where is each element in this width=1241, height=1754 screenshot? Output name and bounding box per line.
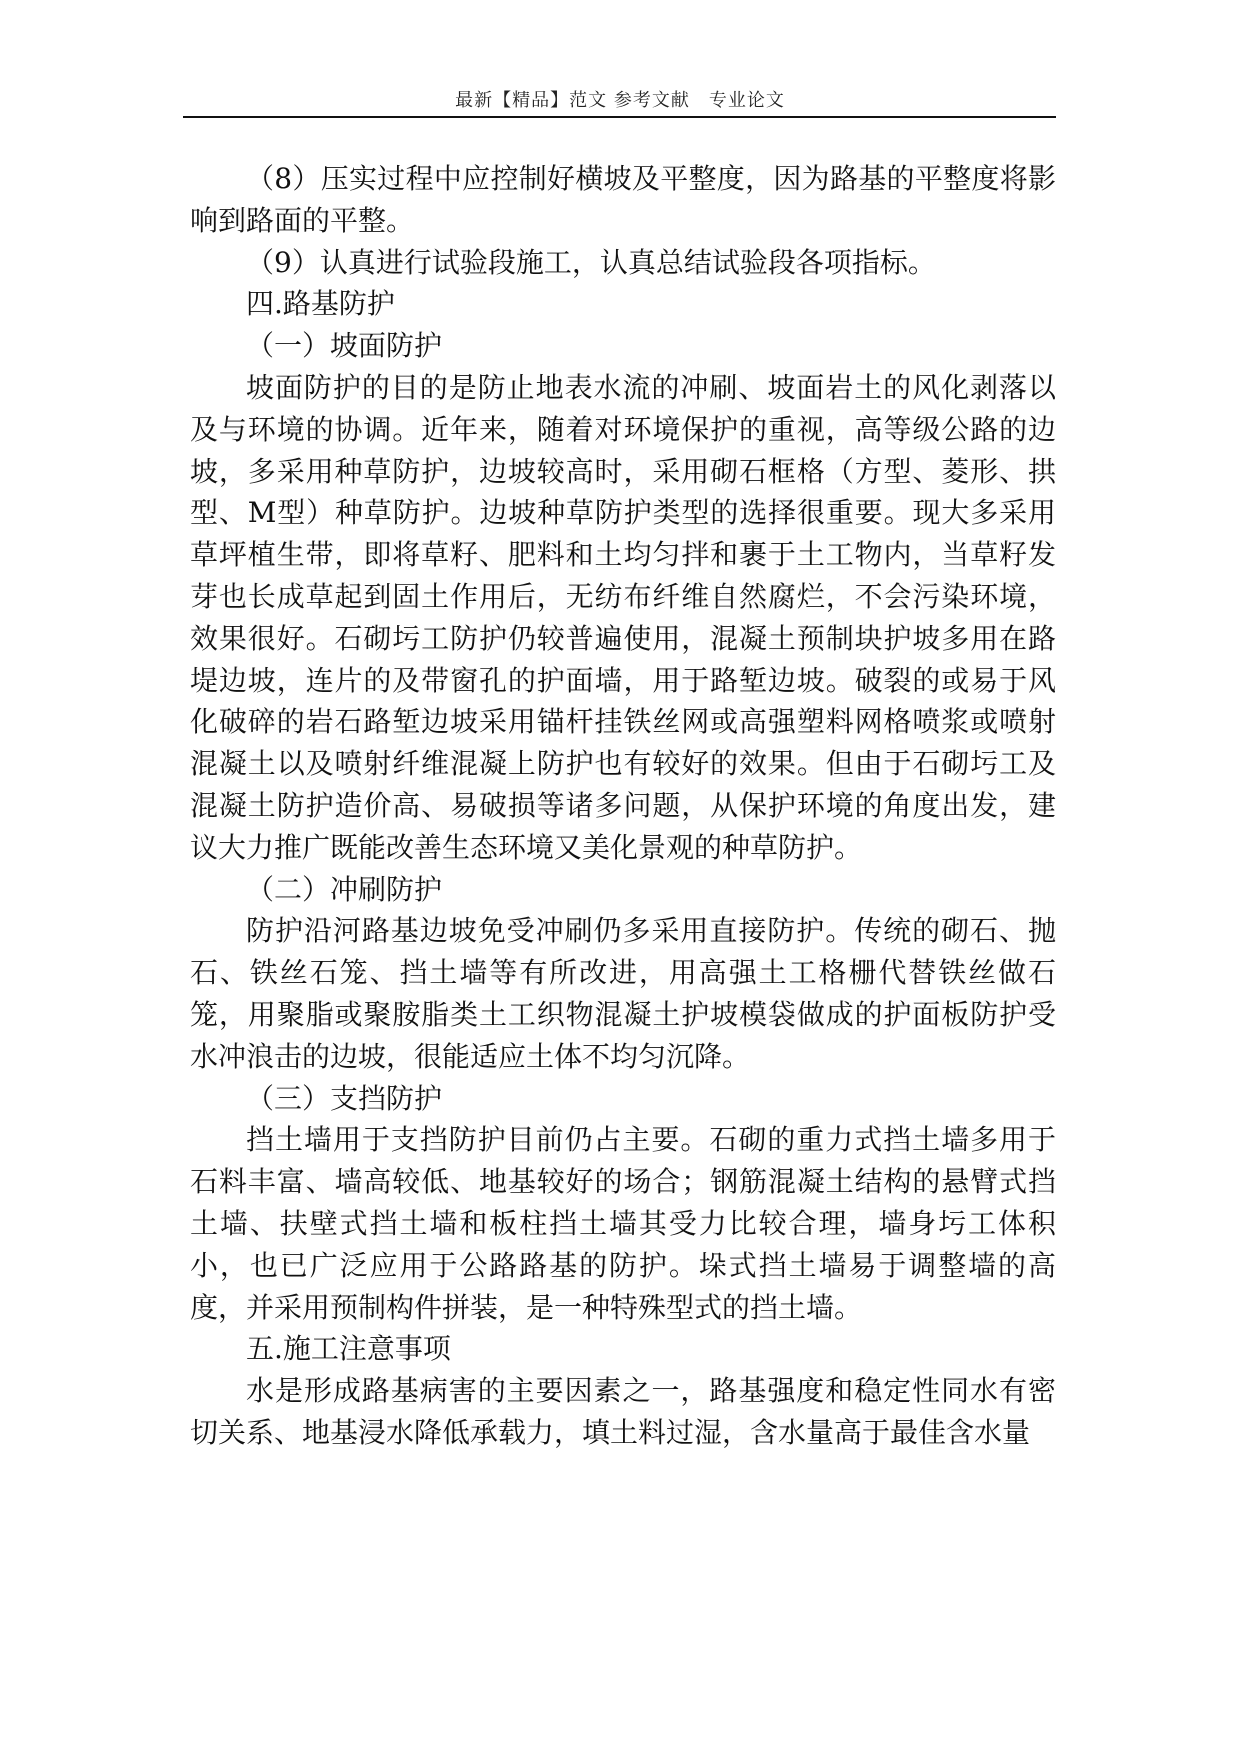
page-header: 最新【精品】范文 参考文献 专业论文 [455,90,785,111]
paragraph-scour-protection: 防护沿河路基边坡免受冲刷仍多采用直接防护。传统的砌石、抛石、铁丝石笼、挡土墙等有所改进，用高强土工格栅代替铁丝做石笼，用聚脂或聚胺脂类土工织物混凝土护坡模袋做成的护面板防护受水冲浪击的边坡，很能适应土体不均匀沉降。 [190,914,1056,1073]
subheading-scour-protection: （二）冲刷防护 [246,872,443,906]
paragraph-water-factor: 水是形成路基病害的主要因素之一，路基强度和稳定性同水有密切关系、地基浸水降低承载力，填土料过湿，含水量高于最佳含水量 [190,1374,1056,1449]
section-heading-construction-notes: 五.施工注意事项 [246,1332,451,1366]
paragraph-test-section: （9）认真进行试验段施工，认真总结试验段各项指标。 [246,245,936,279]
subheading-retaining-protection: （三）支挡防护 [246,1081,443,1115]
paragraph-retaining-protection: 挡土墙用于支挡防护目前仍占主要。石砌的重力式挡土墙多用于石料丰富、墙高较低、地基较好的场合；钢筋混凝土结构的悬臂式挡土墙、扶壁式挡土墙和板柱挡土墙其受力比较合理，墙身圬工体积小，也已广泛应用于公路路基的防护。垛式挡土墙易于调整墙的高度，并采用预制构件拼装，是一种特殊型式的挡土墙。 [190,1123,1056,1324]
paragraph-slope-protection: 坡面防护的目的是防止地表水流的冲刷、坡面岩土的风化剥落以及与环境的协调。近年来，随着对环境保护的重视，高等级公路的边坡，多采用种草防护，边坡较高时，采用砌石框格（方型、菱形、拱型、M型）种草防护。边坡种草防护类型的选择很重要。现大多采用草坪植生带，即将草籽、肥料和土均匀拌和裹于土工物内，当草籽发芽也长成草起到固土作用后，无纺布纤维自然腐烂，不会污染环境，效果很好。石砌圬工防护仍较普遍使用，混凝土预制块护坡多用在路堤边坡，连片的及带窗孔的护面墙，用于路堑边坡。破裂的或易于风化破碎的岩石路堑边坡采用锚杆挂铁丝网或高强塑料网格喷浆或喷射混凝土以及喷射纤维混凝上防护也有较好的效果。但由于石砌圬工及混凝土防护造价高、易破损等诸多问题，从保护环境的角度出发，建议大力推广既能改善生态环境又美化景观的种草防护。 [190,370,1056,864]
subheading-slope-protection: （一）坡面防护 [246,329,443,363]
header-divider [183,116,1056,118]
document-body [190,158,1056,1454]
paragraph-compaction-slope: （8）压实过程中应控制好横坡及平整度，因为路基的平整度将影响到路面的平整。 [190,162,1056,237]
section-heading-subgrade-protection: 四.路基防护 [246,287,395,321]
